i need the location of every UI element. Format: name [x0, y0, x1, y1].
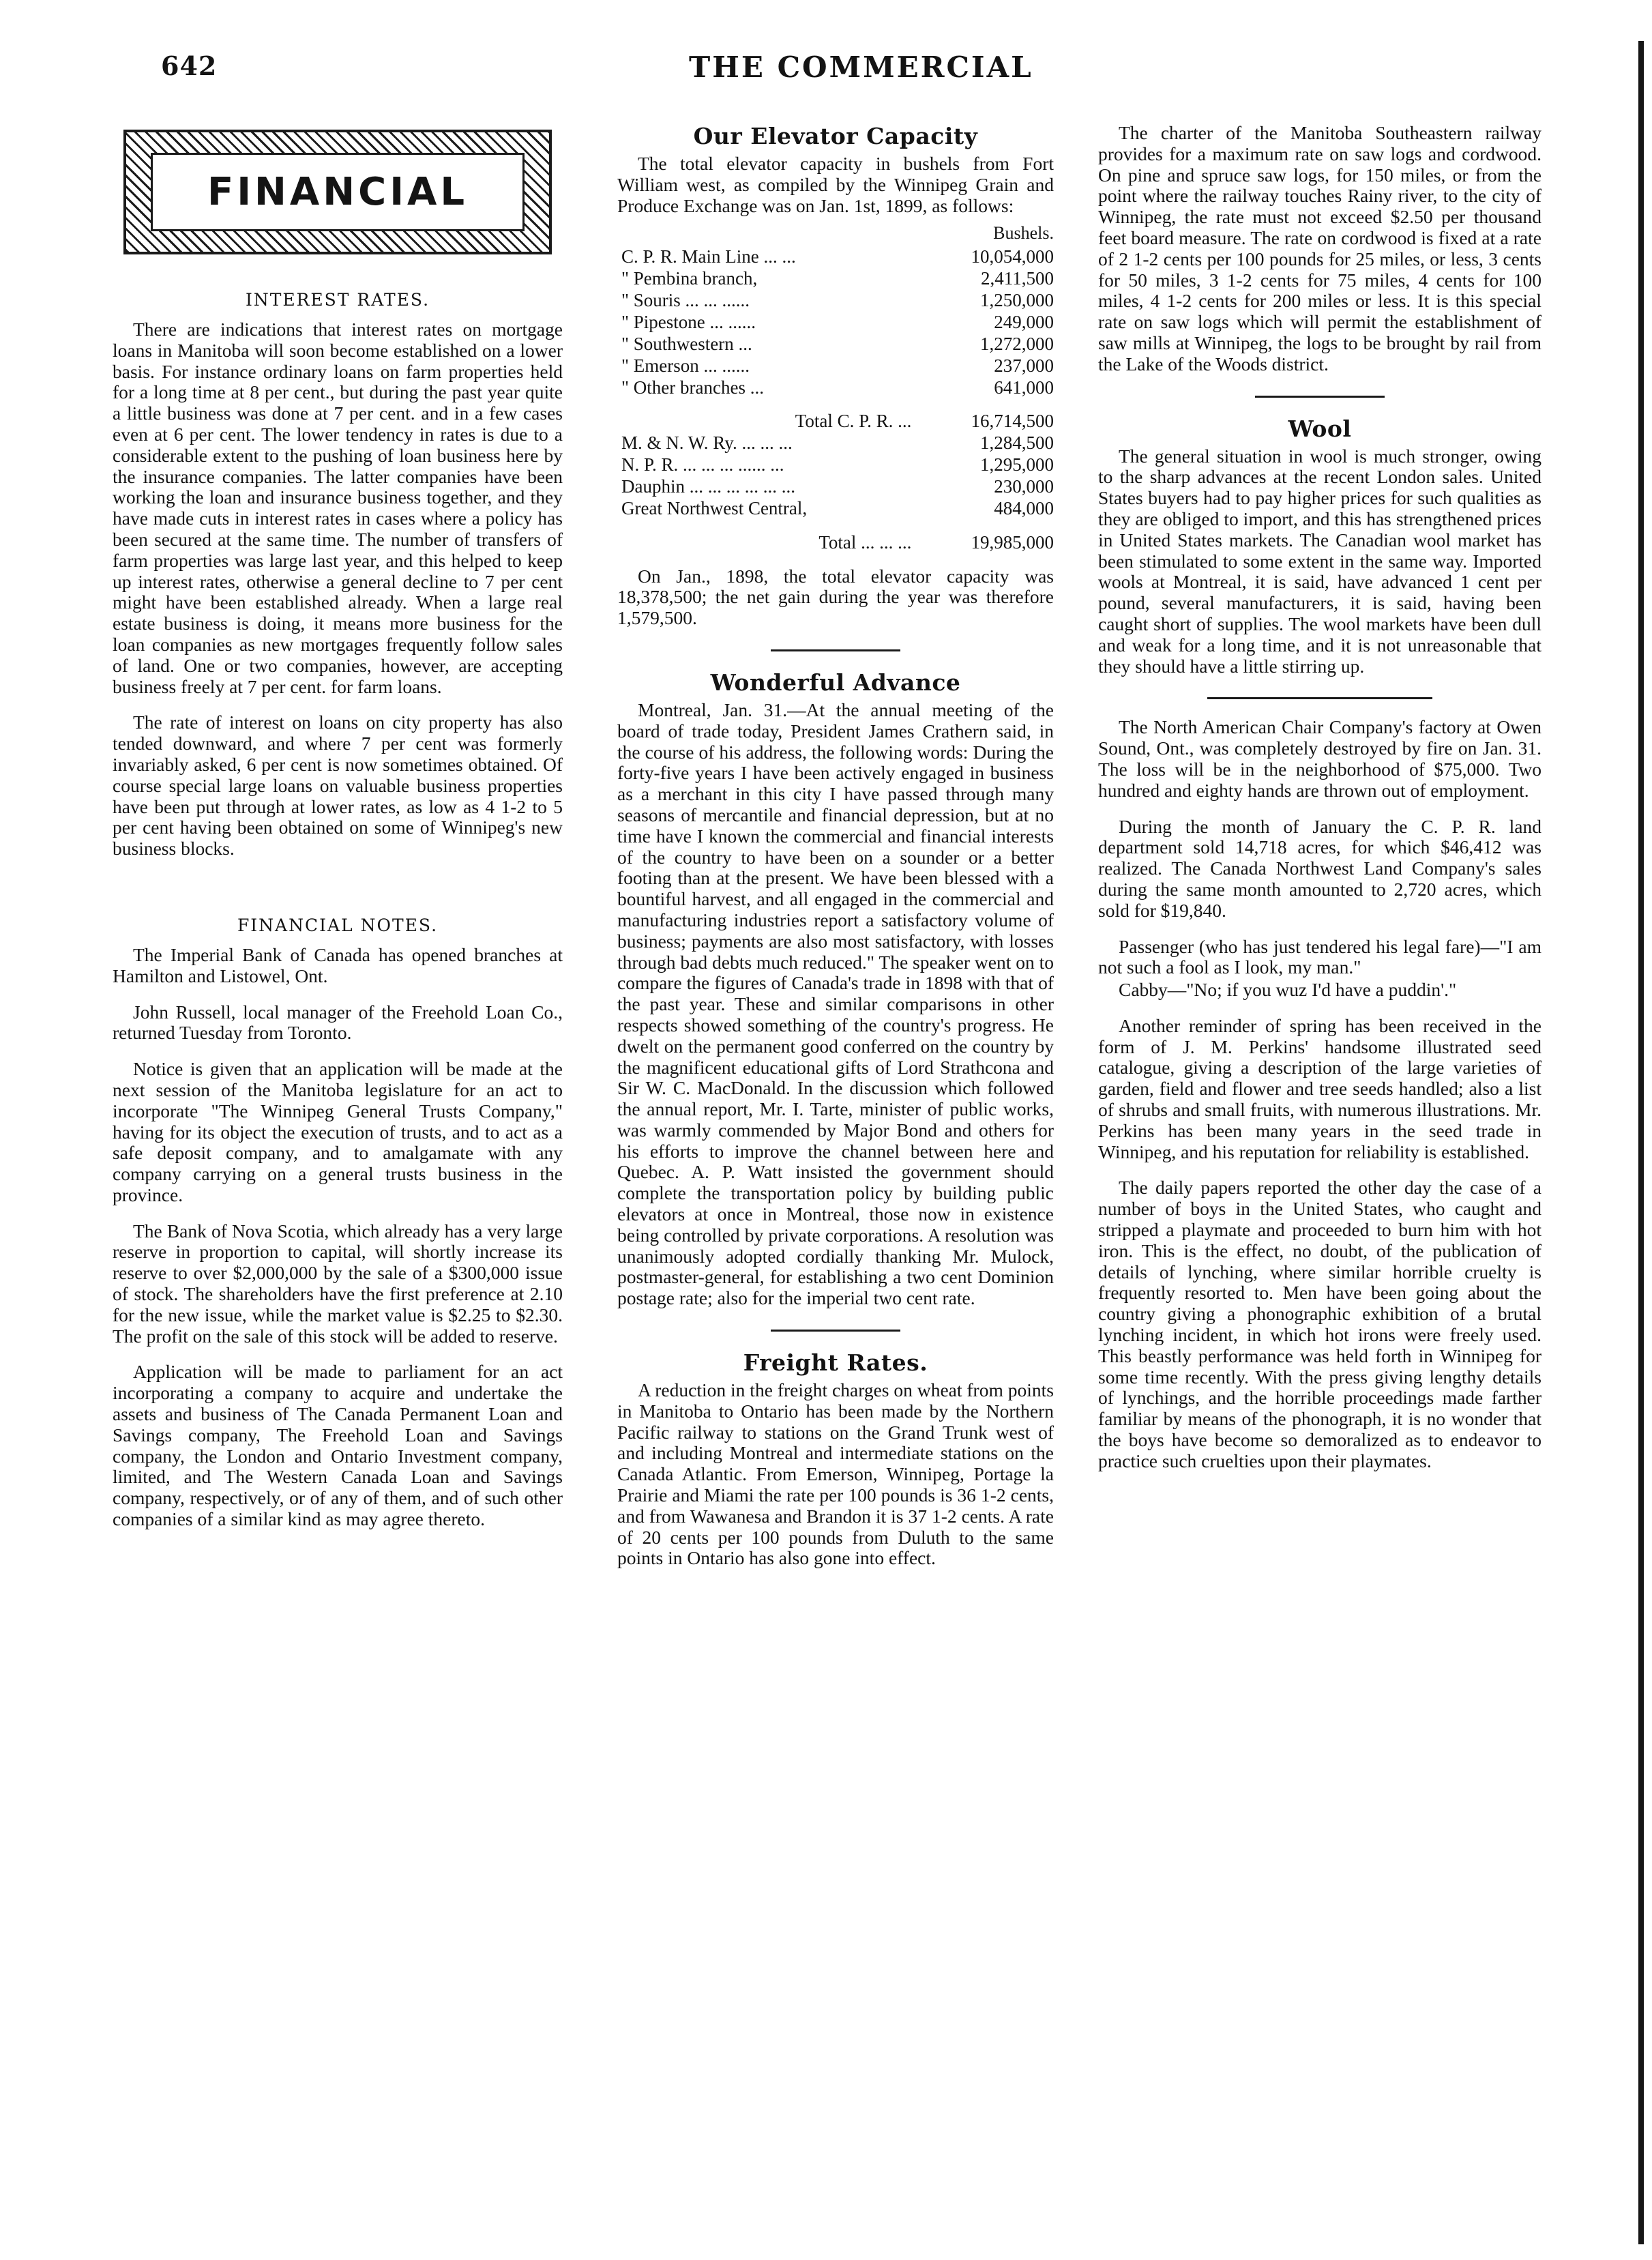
page-number: 642	[161, 50, 218, 81]
elevator-table	[617, 246, 1054, 553]
masthead	[0, 0, 1652, 102]
misc-paragraph: The daily papers reported the other day the case of a number of boys in the United States, who caught and stripped a playmate and proceeded to burn him with hot iron. This is the effect, no doubt, of the publication of details of lynching, where similar horrible cruelty is frequently resorted to. Men have been going about the country giving a phonographic exhibition of a brutal lynching incident, in which hot irons were freely used. This beastly performance was held forth in Winnipeg for some time recently. With the press giving lengthy details of lynchings, and the horrible proceedings made farther familiar by means of the phonograph, it is no wonder that the boys have become so demoralized as to endeavor to practice such cruelties upon their playmates.	[1098, 1177, 1542, 1471]
section-divider	[771, 649, 900, 651]
elevator-unit-label: Bushels.	[993, 223, 1054, 244]
table-cell: 1,272,000	[980, 333, 1054, 354]
wool-body: The general situation in wool is much stronger, owing to the sharp advances at the recent London sales. United States buyers had to pay higher prices for such qualities as they are obliged to import, and this has strengthened prices in United States markets. The Canadian wool market has been stimulated to some extent in the same way. Imported wools at Montreal, it is said, have advanced 1 cent per pound, several manufacturers, it is said, having been caught short of supplies. The wool markets have been dull and weak for a long time, and it is not unreasonable that they should have a little stirring up.	[1098, 445, 1542, 677]
table-cell: " Emerson ... ......	[621, 355, 750, 376]
notes-paragraph: The Imperial Bank of Canada has opened branches at Hamilton and Listowel, Ont.	[113, 943, 563, 986]
table-cell: 1,250,000	[980, 290, 1054, 311]
financial-banner	[123, 130, 552, 254]
table-cell: 1,284,500	[980, 432, 1054, 454]
table-cell: " Pembina branch,	[621, 268, 758, 289]
wool-heading: Wool	[1288, 415, 1352, 442]
table-row	[617, 246, 1054, 268]
section-divider	[1207, 697, 1432, 699]
table-cell: N. P. R. ... ... ... ...... ...	[621, 454, 784, 475]
table-cell: Dauphin ... ... ... ... ... ...	[621, 475, 795, 497]
table-cell: M. & N. W. Ry. ... ... ...	[621, 432, 793, 454]
table-cell: C. P. R. Main Line ... ...	[621, 246, 796, 267]
charter-body: The charter of the Manitoba Southeastern railway provides for a maximum rate on saw logs and cordwood. On pine and spruce saw logs, for 150 miles, or from the point where the railway touches Rainy river, to the city of Winnipeg, the rate must not exceed $2.50 per thousand feet board measure. The rate on cordwood is fixed at a rate of 2 1-2 cents per 100 pounds for 25 miles, or less, 3 cents for 50 miles, 3 1-2 cents for 75 miles, 4 cents for 100 miles, 4 1-2 cents for 200 miles or less. It is this special rate on saw logs which will permit the establishment of saw mills at Winnipeg, the logs to be brought by rail from the Lake of the Woods district.	[1098, 122, 1542, 375]
misc-paragraph: The North American Chair Company's factory at Owen Sound, Ont., was completely destroyed by fire on Jan. 31. The loss will be in the neighborhood of $75,000. Two hundred and eighty hands are thrown out of employment.	[1098, 716, 1542, 801]
table-row	[617, 432, 1054, 454]
table-cell: Great Northwest Central,	[621, 497, 808, 518]
table-cell: 10,054,000	[971, 246, 1054, 267]
financial-notes-heading: FINANCIAL NOTES.	[237, 915, 439, 935]
interest-rates-heading: INTEREST RATES.	[245, 290, 430, 310]
table-row	[617, 290, 1054, 312]
financial-banner-title: FINANCIAL	[207, 170, 469, 214]
table-cell: 230,000	[994, 475, 1054, 497]
misc-paragraph: Passenger (who has just tendered his legal fare)—"I am not such a fool as I look, my man."	[1098, 935, 1542, 978]
table-cell: " Southwestern ...	[621, 333, 752, 354]
publication-title: THE COMMERCIAL	[689, 50, 1033, 84]
table-row	[617, 377, 1054, 399]
interest-paragraph: The rate of interest on loans on city property has also tended downward, and where 7 per cent was formerly invariably asked, 6 per cent is now sometimes obtained. Of course special large loans on valuable business properties have been put through at lower rates, as low as 4 1-2 to 5 per cent having been obtained on some of Winnipeg's new business blocks.	[113, 711, 563, 860]
table-row	[617, 498, 1054, 520]
table-row	[617, 334, 1054, 355]
misc-paragraph: Cabby—"No; if you wuz I'd have a puddin'."	[1119, 979, 1457, 1001]
table-cell: 249,000	[994, 311, 1054, 332]
table-row	[617, 454, 1054, 476]
section-divider	[1255, 396, 1385, 398]
table-cell: Total C. P. R. ...	[795, 411, 912, 432]
elevator-heading: Our Elevator Capacity	[693, 123, 978, 149]
notes-paragraph: John Russell, local manager of the Freehold Loan Co., returned Tuesday from Toronto.	[113, 1001, 563, 1044]
table-row	[617, 312, 1054, 334]
table-cell: 484,000	[994, 497, 1054, 518]
advance-heading: Wonderful Advance	[710, 669, 961, 696]
table-cell: " Souris ... ... ......	[621, 290, 750, 311]
table-cell: 16,714,500	[971, 411, 1054, 432]
table-row	[617, 355, 1054, 377]
interest-paragraph: There are indications that interest rates on mortgage loans in Manitoba will soon become established on a lower basis. For instance ordinary loans on farm properties held for a long time at 8 per cent., but during the past year quite a little business was done at 7 per cent. and in a few cases even at 6 per cent. The lower tendency in rates is due to a considerable extent to the pushing of loan business here by the insurance companies. The latter companies have been working the loan and insurance business together, and they have made cuts in interest rates in cases where a policy has been secured at the same time. The number of transfers of farm properties was large last year, and this helped to keep up interest rates, otherwise a general decline to 7 per cent might have been established already. When a large real estate business is doing, it means more business for the loan companies as new mortgages frequently follow sales of land. One or two companies, however, are accepting business freely at 7 per cent. for farm loans.	[113, 319, 563, 697]
elevator-closing: On Jan., 1898, the total elevator capacity was 18,378,500; the net gain during the year was therefore 1,579,500.	[617, 565, 1054, 629]
table-cell: Total ... ... ...	[818, 531, 912, 553]
total-row	[617, 520, 1054, 554]
notes-paragraph: Notice is given that an application will be made at the next session of the Manitoba legislature for an act to incorporate "The Winnipeg General Trusts Company," having for its object the execution of trusts, and to act as a safe deposit company, and to amalgamate with any company carrying on a general trusts business in the province.	[113, 1058, 563, 1205]
page-edge-rule	[1638, 41, 1644, 2244]
table-cell: " Pipestone ... ......	[621, 311, 756, 332]
table-cell: 641,000	[994, 377, 1054, 398]
column-3	[1098, 123, 1542, 1487]
column-2	[617, 123, 1054, 1584]
advance-body: Montreal, Jan. 31.—At the annual meeting of the board of trade today, President James Crathern said, in the course of his address, the following words: During the forty-five years I have been actively engaged in business as a merchant in this city I have passed through many seasons of mercantile and financial depression, but at no time have I known the commercial and financial interests of the country to have been on a sounder or a better footing than at the present. We have been blessed with a bountiful harvest, and all engaged in the commercial and manufacturing industries report a satisfactory volume of business; payments are also most satisfactory, with losses through bad debts much reduced." The speaker went on to compare the figures of Canada's trade in 1898 with that of the past year. These and similar comparisons in other respects showed something of the country's progress. He dwelt on the permanent good conferred on the country by the magnificent educational gifts of Lord Strathcona and Sir W. C. MacDonald. In the discussion which followed the annual report, Mr. I. Tarte, minister of public works, was warmly commended by Major Bond and others for his efforts to improve the channel between here and Quebec. A. P. Watt insisted the government should complete the transportation policy by building public elevators at once in Montreal, those now in existence being controlled by private corporations. A resolution was unanimously adopted cordially thanking Mr. Mulock, postmaster-general, for establishing a two cent Dominion postage rate; also for the imperial two cent rate.	[617, 699, 1054, 1309]
notes-paragraph: The Bank of Nova Scotia, which already has a very large reserve in proportion to capital, will shortly increase its reserve to over $2,000,000 by the sale of a $300,000 issue of stock. The shareholders have the first preference at 2.10 for the new issue, while the market value is $2.25 to $2.30. The profit on the sale of this stock will be added to reserve.	[113, 1220, 563, 1347]
elevator-intro: The total elevator capacity in bushels from Fort William west, as compiled by the Winnipeg Grain and Produce Exchange was on Jan. 1st, 1899, as follows:	[617, 153, 1054, 216]
column-1	[113, 123, 563, 1545]
section-divider	[771, 1330, 900, 1332]
freight-body: A reduction in the freight charges on wheat from points in Manitoba to Ontario has been made by the Northern Pacific railway to stations on the Grand Trunk west of and including Montreal and intermediate stations on the Canada Atlantic. From Emerson, Winnipeg, Portage la Prairie and Miami the rate per 100 pounds is 36 1-2 cents, and from Wawanesa and Brandon it is 37 1-2 cents. A rate of 20 cents per 100 pounds from Duluth to the same points in Ontario has also gone into effect.	[617, 1379, 1054, 1569]
freight-heading: Freight Rates.	[743, 1349, 928, 1377]
table-row	[617, 476, 1054, 498]
table-cell: " Other branches ...	[621, 377, 764, 398]
table-cell: 2,411,500	[981, 268, 1054, 289]
table-cell: 19,985,000	[971, 531, 1054, 553]
subtotal-row	[617, 398, 1054, 432]
misc-paragraph: During the month of January the C. P. R. land department sold 14,718 acres, for which $46,412 was realized. The Canada Northwest Land Company's sales during the same month amounted to 2,720 acres, which sold for $19,840.	[1098, 815, 1542, 921]
misc-paragraph: Another reminder of spring has been received in the form of J. M. Perkins' handsome illustrated seed catalogue, giving a description of the large varieties of garden, field and flower and tree seeds handled; also a list of shrubs and small fruits, with numerous illustrations. Mr. Perkins has been many years in the seed trade in Winnipeg, and his reputation for reliability is established.	[1098, 1014, 1542, 1162]
table-row	[617, 268, 1054, 290]
notes-paragraph: Application will be made to parliament for an act incorporating a company to acquire and undertake the assets and business of The Canada Permanent Loan and Savings company, The Freehold Loan and Savings company, the London and Ontario Investment company, limited, and The Western Canada Loan and Savings company, respectively, or of any of them, and of such other companies of a similar kind as may agree thereto.	[113, 1361, 563, 1530]
table-cell: 237,000	[994, 355, 1054, 376]
table-cell: 1,295,000	[980, 454, 1054, 475]
